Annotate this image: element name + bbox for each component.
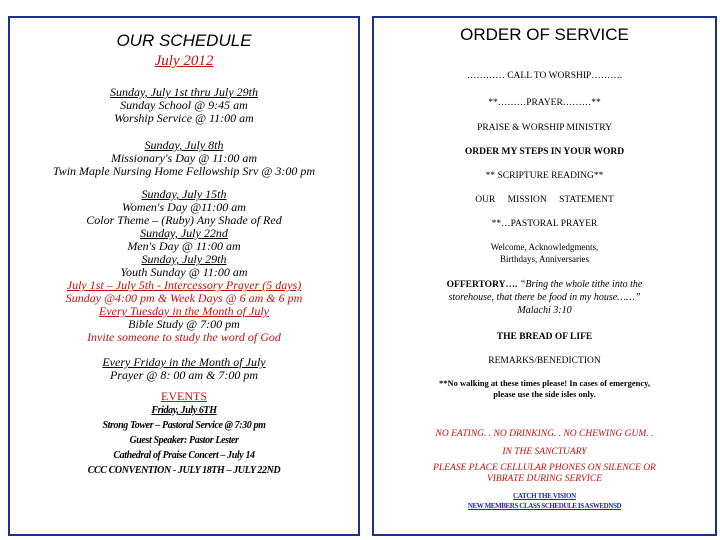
schedule-line: Sunday School @ 9:45 am: [120, 98, 248, 112]
order-item: **………PRAYER………**: [488, 98, 601, 108]
schedule-line: Sunday, July 8th: [144, 138, 224, 152]
sanctuary-notice: IN THE SANCTUARY: [502, 447, 587, 457]
order-of-service-panel: [372, 16, 717, 536]
schedule-line: July 1st – July 5th - Intercessory Prayer (5 days): [66, 278, 302, 292]
walking-notice: **No walking at these times please! In cases of emergency,: [438, 378, 651, 388]
offertory-label: OFFERTORY….: [446, 280, 518, 290]
new-members-line: NEW MEMBERS CLASS SCHEDULE IS ASWEDNSD: [467, 502, 622, 510]
order-item: Welcome, Acknowledgments,: [490, 242, 599, 252]
offertory-quote: Malachi 3:10: [517, 305, 572, 316]
event-line: Cathedral of Praise Concert – July 14: [113, 450, 255, 461]
offertory-quote: storehouse, that there be food in my house……”: [448, 292, 641, 303]
schedule-line: Prayer @ 8: 00 am & 7:00 pm: [109, 368, 259, 382]
schedule-line: Every Tuesday in the Month of July: [99, 304, 269, 318]
schedule-line: Invite someone to study the word of God: [87, 330, 281, 344]
order-item: ORDER MY STEPS IN YOUR WORD: [464, 147, 625, 157]
schedule-line: Color Theme – (Ruby) Any Shade of Red: [86, 213, 282, 227]
order-item: **…PASTORAL PRAYER: [491, 219, 598, 229]
walking-notice: please use the side isles only.: [493, 389, 596, 399]
vision-line: CATCH THE VISION: [513, 492, 576, 500]
schedule-line: Women's Day @11:00 am: [122, 200, 246, 214]
schedule-line: Missionary's Day @ 11:00 am: [110, 151, 258, 165]
order-title: ORDER OF SERVICE: [460, 25, 629, 44]
offertory-line: [374, 278, 715, 292]
order-item: ** SCRIPTURE READING**: [485, 171, 604, 181]
schedule-line: Every Friday in the Month of July: [102, 355, 266, 369]
event-line: Guest Speaker: Pastor Lester: [129, 435, 239, 446]
order-item: THE BREAD OF LIFE: [496, 332, 593, 342]
schedule-line: Youth Sunday @ 11:00 am: [120, 265, 248, 279]
schedule-line: Bible Study @ 7:00 pm: [128, 317, 240, 331]
schedule-line: Twin Maple Nursing Home Fellowship Srv @ 3:00 pm: [52, 164, 316, 178]
schedule-panel: [8, 16, 360, 536]
phones-notice: VIBRATE DURING SERVICE: [486, 474, 603, 484]
schedule-title: OUR SCHEDULE: [116, 31, 252, 50]
order-item: REMARKS/BENEDICTION: [488, 356, 601, 366]
schedule-line: Sunday, July 1st thru July 29th: [110, 85, 258, 99]
schedule-line: Men's Day @ 11:00 am: [127, 239, 241, 253]
schedule-line: Sunday, July 22nd: [140, 226, 228, 240]
no-eating-notice: NO EATING. . NO DRINKING. . NO CHEWING GUM. .: [435, 429, 654, 439]
schedule-month: July 2012: [154, 53, 214, 69]
schedule-line: Sunday, July 29th: [141, 252, 227, 266]
event-line: CCC CONVENTION - JULY 18TH – JULY 22ND: [87, 465, 281, 476]
event-line: Friday, July 6TH: [151, 405, 217, 416]
order-item: OUR MISSION STATEMENT: [475, 195, 614, 205]
order-item: PRAISE & WORSHIP MINISTRY: [477, 123, 612, 133]
schedule-line: Sunday, July 15th: [141, 187, 227, 201]
schedule-line: Sunday @4:00 pm & Week Days @ 6 am & 6 pm: [65, 291, 303, 305]
schedule-line: Worship Service @ 11:00 am: [114, 111, 254, 125]
offertory-quote: “Bring the whole tithe into the: [519, 279, 643, 290]
event-line: Strong Tower – Pastoral Service @ 7:30 pm: [102, 420, 266, 431]
phones-notice: PLEASE PLACE CELLULAR PHONES ON SILENCE OR: [433, 463, 656, 473]
events-title: EVENTS: [161, 389, 207, 403]
order-item: ………… CALL TO WORSHIP……….: [466, 71, 623, 81]
order-item: Birthdays, Anniversaries: [500, 254, 589, 264]
